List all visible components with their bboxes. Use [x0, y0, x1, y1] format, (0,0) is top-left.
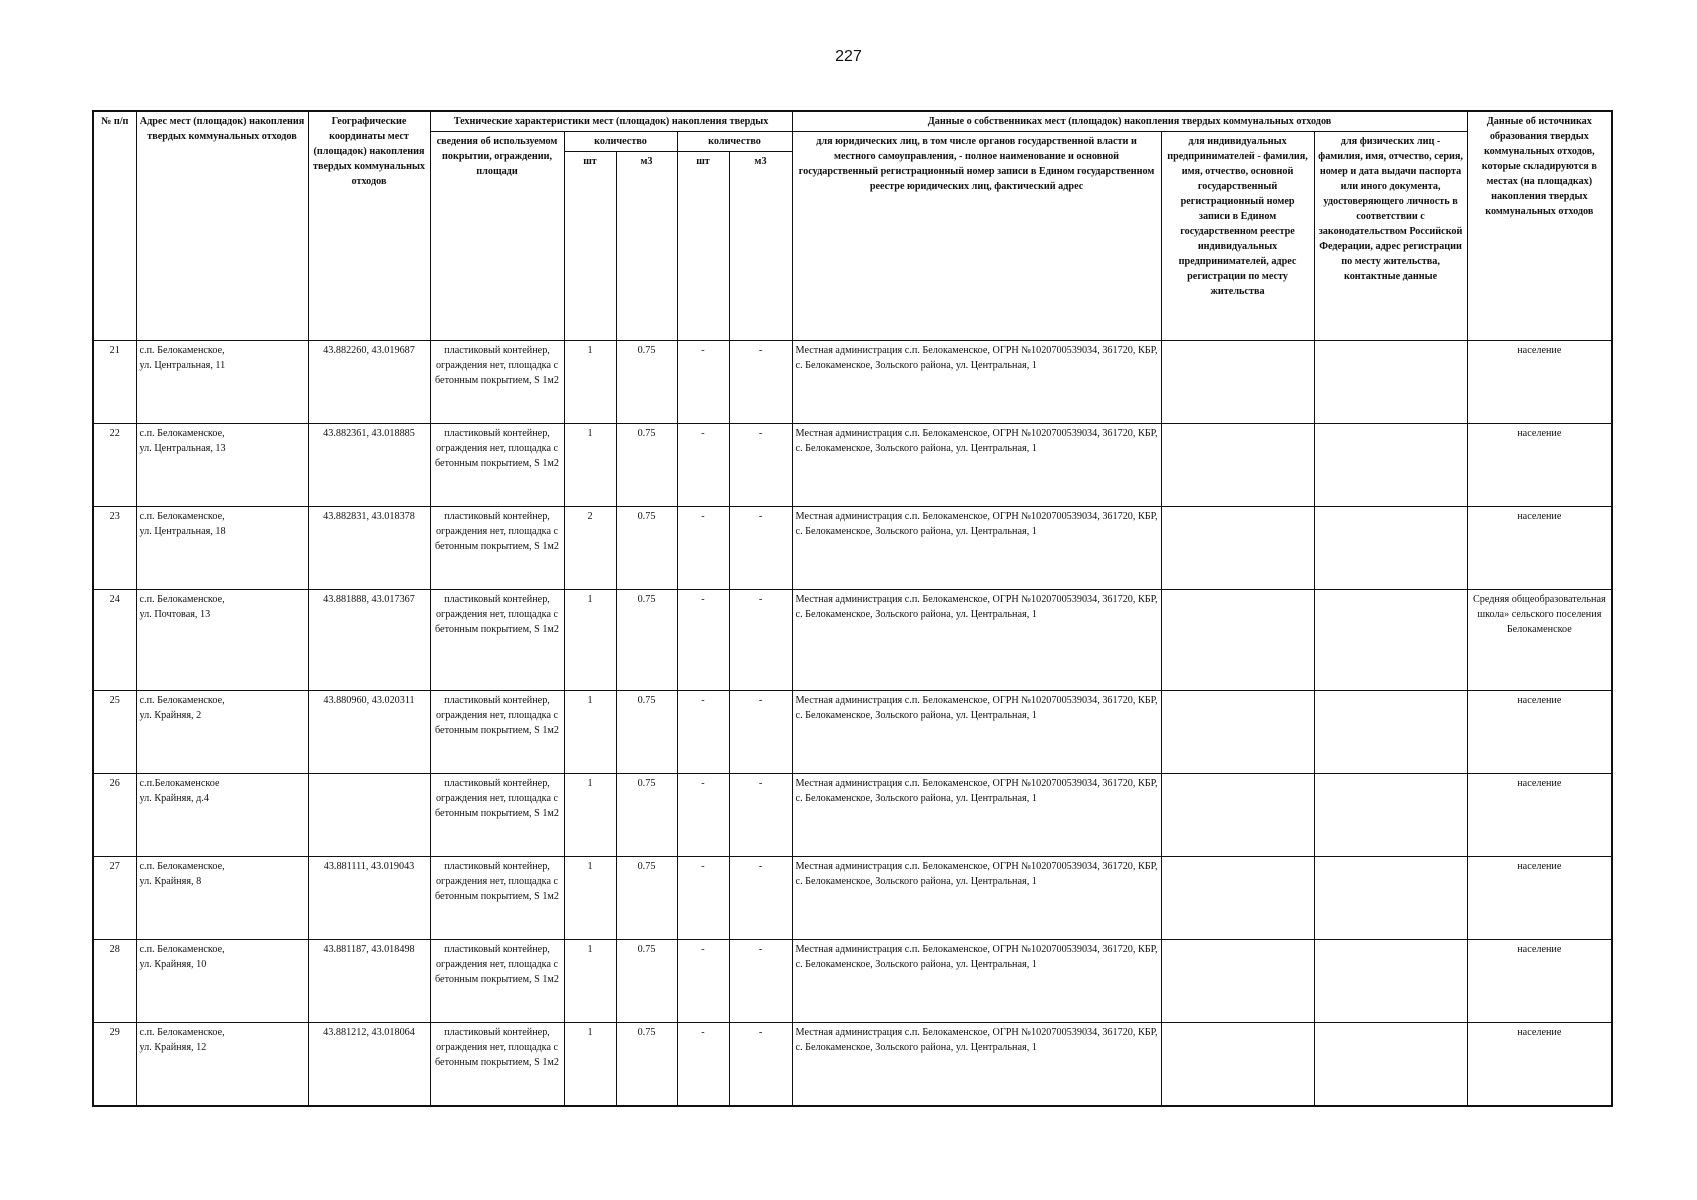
cell-owner: Местная администрация с.п. Белокаменское, ОГРН №1020700539034, 361720, КБР, с. Белокаменское, Зольского района, ул. Центральная, 1 [792, 774, 1161, 857]
cell-plan-pcs: - [677, 507, 729, 590]
cell-cover: пластиковый контейнер, ограждения нет, площадка с бетонным покрытием, S 1м2 [430, 1023, 564, 1106]
cell-phys [1314, 424, 1467, 507]
cell-address [136, 424, 308, 507]
cell-owner: Местная администрация с.п. Белокаменское, ОГРН №1020700539034, 361720, КБР, с. Белокаменское, Зольского района, ул. Центральная, 1 [792, 590, 1161, 691]
cell-ip [1161, 774, 1314, 857]
cell-pcs: 1 [564, 424, 616, 507]
cell-ip [1161, 1023, 1314, 1106]
cell-num: 29 [93, 1023, 136, 1106]
header-count-planned-text: количество [708, 136, 761, 147]
cell-phys [1314, 507, 1467, 590]
address-line-1: с.п. Белокаменское, [139, 428, 225, 439]
table-row [93, 691, 1612, 774]
cell-m3: 0.75 [616, 424, 677, 507]
cell-address [136, 774, 308, 857]
table-row [93, 424, 1612, 507]
cell-num: 26 [93, 774, 136, 857]
cell-phys [1314, 940, 1467, 1023]
cell-owner: Местная администрация с.п. Белокаменское, ОГРН №1020700539034, 361720, КБР, с. Белокаменское, Зольского района, ул. Центральная, 1 [792, 507, 1161, 590]
header-address: Адрес мест (площадок) накопления твердых коммунальных отходов [136, 111, 308, 341]
address-line-2: ул. Крайняя, д.4 [139, 793, 209, 804]
cell-phys [1314, 1023, 1467, 1106]
cell-source: Средняя общеобразовательная школа» сельского поселения Белокаменское [1467, 590, 1612, 691]
cell-ip [1161, 424, 1314, 507]
cell-source: население [1467, 507, 1612, 590]
header-owners-ip: для индивидуальных предпринимателей - фамилия, имя, отчество, основной государственный регистрационный номер записи в Едином государственном реестре индивидуальных предпринимателей, адрес регистрации по месту жительства [1161, 132, 1314, 341]
cell-address [136, 940, 308, 1023]
cell-coords: 43.880960, 43.020311 [308, 691, 430, 774]
cell-m3: 0.75 [616, 341, 677, 424]
table-header [93, 111, 1612, 341]
cell-pcs: 2 [564, 507, 616, 590]
cell-plan-pcs: - [677, 940, 729, 1023]
header-unit-pcs: шт [564, 152, 616, 341]
cell-address [136, 691, 308, 774]
cell-ip [1161, 691, 1314, 774]
cell-m3: 0.75 [616, 940, 677, 1023]
header-sources: Данные об источниках образования твердых коммунальных отходов, которые складируются в местах (на площадках) накопления твердых коммунальных отходов [1467, 111, 1612, 341]
cell-address [136, 341, 308, 424]
cell-m3: 0.75 [616, 590, 677, 691]
table-row [93, 857, 1612, 940]
cell-ip [1161, 857, 1314, 940]
address-line-2: ул. Центральная, 18 [139, 526, 226, 537]
table-row [93, 774, 1612, 857]
cell-plan-pcs: - [677, 857, 729, 940]
address-line-2: ул. Крайняя, 2 [139, 710, 202, 721]
cell-coords: 43.882831, 43.018378 [308, 507, 430, 590]
cell-num: 24 [93, 590, 136, 691]
address-line-1: с.п. Белокаменское, [139, 511, 225, 522]
address-line-2: ул. Крайняя, 8 [139, 876, 202, 887]
cell-pcs: 1 [564, 590, 616, 691]
cell-address [136, 590, 308, 691]
cell-phys [1314, 590, 1467, 691]
address-line-1: с.п. Белокаменское, [139, 695, 225, 706]
cell-plan-m3: - [729, 774, 792, 857]
cell-plan-pcs: - [677, 341, 729, 424]
header-num: № п/п [93, 111, 136, 341]
cell-cover: пластиковый контейнер, ограждения нет, площадка с бетонным покрытием, S 1м2 [430, 590, 564, 691]
address-line-1: с.п. Белокаменское, [139, 594, 225, 605]
header-owners: Данные о собственниках мест (площадок) накопления твердых коммунальных отходов [792, 111, 1467, 132]
cell-cover: пластиковый контейнер, ограждения нет, площадка с бетонным покрытием, S 1м2 [430, 774, 564, 857]
cell-m3: 0.75 [616, 1023, 677, 1106]
address-line-2: ул. Центральная, 11 [139, 360, 226, 371]
cell-owner: Местная администрация с.п. Белокаменское, ОГРН №1020700539034, 361720, КБР, с. Белокаменское, Зольского района, ул. Центральная, 1 [792, 424, 1161, 507]
header-tech-text: Технические характеристики мест (площадок) накопления твердых [453, 116, 769, 127]
cell-cover: пластиковый контейнер, ограждения нет, площадка с бетонным покрытием, S 1м2 [430, 857, 564, 940]
cell-pcs: 1 [564, 940, 616, 1023]
table-row [93, 341, 1612, 424]
cell-phys [1314, 857, 1467, 940]
cell-coords: 43.881888, 43.017367 [308, 590, 430, 691]
cell-plan-pcs: - [677, 774, 729, 857]
table-row [93, 940, 1612, 1023]
cell-ip [1161, 940, 1314, 1023]
cell-address [136, 857, 308, 940]
cell-coords [308, 774, 430, 857]
cell-ip [1161, 590, 1314, 691]
cell-cover: пластиковый контейнер, ограждения нет, площадка с бетонным покрытием, S 1м2 [430, 940, 564, 1023]
cell-plan-pcs: - [677, 691, 729, 774]
address-line-1: с.п. Белокаменское, [139, 345, 225, 356]
cell-plan-m3: - [729, 341, 792, 424]
cell-pcs: 1 [564, 1023, 616, 1106]
header-count-placed [564, 132, 677, 152]
header-count-placed-text: количество [594, 136, 647, 147]
cell-owner: Местная администрация с.п. Белокаменское, ОГРН №1020700539034, 361720, КБР, с. Белокаменское, Зольского района, ул. Центральная, 1 [792, 341, 1161, 424]
header-owners-phys: для физических лиц - фамилия, имя, отчество, серия, номер и дата выдачи паспорта или иного документа, удостоверяющего личность в соответствии с законодательством Российской Федерации, адрес регистрации по месту жительства, контактные данные [1314, 132, 1467, 341]
cell-source: население [1467, 857, 1612, 940]
address-line-2: ул. Крайняя, 10 [139, 959, 207, 970]
cell-coords: 43.881187, 43.018498 [308, 940, 430, 1023]
cell-address [136, 1023, 308, 1106]
cell-source: население [1467, 341, 1612, 424]
cell-phys [1314, 774, 1467, 857]
address-line-2: ул. Крайняя, 12 [139, 1042, 207, 1053]
waste-sites-table [92, 110, 1613, 1107]
cell-cover: пластиковый контейнер, ограждения нет, площадка с бетонным покрытием, S 1м2 [430, 507, 564, 590]
header-unit-m3: м3 [616, 152, 677, 341]
cell-coords: 43.881212, 43.018064 [308, 1023, 430, 1106]
cell-plan-m3: - [729, 857, 792, 940]
cell-num: 23 [93, 507, 136, 590]
header-tech [430, 111, 792, 132]
cell-ip [1161, 507, 1314, 590]
cell-source: население [1467, 940, 1612, 1023]
cell-ip [1161, 341, 1314, 424]
cell-plan-m3: - [729, 691, 792, 774]
cell-m3: 0.75 [616, 507, 677, 590]
header-owners-legal: для юридических лиц, в том числе органов государственной власти и местного самоуправления, - полное наименование и основной государственный регистрационный номер записи в Едином государственном реестре юридических лиц, фактический адрес [792, 132, 1161, 341]
table-body [93, 341, 1612, 1106]
cell-m3: 0.75 [616, 691, 677, 774]
header-unit-plan-pcs: шт [677, 152, 729, 341]
cell-coords: 43.881111, 43.019043 [308, 857, 430, 940]
header-tech-cover: сведения об используемом покрытии, ограждении, площади [430, 132, 564, 341]
cell-pcs: 1 [564, 691, 616, 774]
cell-m3: 0.75 [616, 774, 677, 857]
cell-plan-m3: - [729, 424, 792, 507]
cell-plan-m3: - [729, 507, 792, 590]
cell-plan-m3: - [729, 1023, 792, 1106]
cell-num: 22 [93, 424, 136, 507]
address-line-1: с.п.Белокаменское [139, 778, 220, 789]
cell-cover: пластиковый контейнер, ограждения нет, площадка с бетонным покрытием, S 1м2 [430, 341, 564, 424]
header-coords: Географические координаты мест (площадок) накопления твердых коммунальных отходов [308, 111, 430, 341]
cell-source: население [1467, 691, 1612, 774]
table-row [93, 1023, 1612, 1106]
cell-num: 28 [93, 940, 136, 1023]
cell-cover: пластиковый контейнер, ограждения нет, площадка с бетонным покрытием, S 1м2 [430, 424, 564, 507]
cell-num: 27 [93, 857, 136, 940]
address-line-1: с.п. Белокаменское, [139, 861, 225, 872]
cell-pcs: 1 [564, 857, 616, 940]
cell-pcs: 1 [564, 341, 616, 424]
cell-phys [1314, 341, 1467, 424]
cell-coords: 43.882361, 43.018885 [308, 424, 430, 507]
header-count-planned [677, 132, 792, 152]
cell-owner: Местная администрация с.п. Белокаменское, ОГРН №1020700539034, 361720, КБР, с. Белокаменское, Зольского района, ул. Центральная, 1 [792, 940, 1161, 1023]
cell-plan-m3: - [729, 940, 792, 1023]
header-unit-plan-m3: м3 [729, 152, 792, 341]
cell-plan-pcs: - [677, 590, 729, 691]
table-row [93, 590, 1612, 691]
address-line-2: ул. Центральная, 13 [139, 443, 226, 454]
cell-num: 21 [93, 341, 136, 424]
address-line-2: ул. Почтовая, 13 [139, 609, 211, 620]
cell-phys [1314, 691, 1467, 774]
cell-coords: 43.882260, 43.019687 [308, 341, 430, 424]
cell-source: население [1467, 424, 1612, 507]
address-line-1: с.п. Белокаменское, [139, 1027, 225, 1038]
cell-owner: Местная администрация с.п. Белокаменское, ОГРН №1020700539034, 361720, КБР, с. Белокаменское, Зольского района, ул. Центральная, 1 [792, 857, 1161, 940]
address-line-1: с.п. Белокаменское, [139, 944, 225, 955]
cell-source: население [1467, 774, 1612, 857]
cell-cover: пластиковый контейнер, ограждения нет, площадка с бетонным покрытием, S 1м2 [430, 691, 564, 774]
cell-owner: Местная администрация с.п. Белокаменское, ОГРН №1020700539034, 361720, КБР, с. Белокаменское, Зольского района, ул. Центральная, 1 [792, 1023, 1161, 1106]
cell-num: 25 [93, 691, 136, 774]
cell-plan-pcs: - [677, 1023, 729, 1106]
cell-m3: 0.75 [616, 857, 677, 940]
cell-source: население [1467, 1023, 1612, 1106]
page-number: 227 [835, 48, 862, 65]
cell-plan-m3: - [729, 590, 792, 691]
cell-address [136, 507, 308, 590]
cell-plan-pcs: - [677, 424, 729, 507]
table-row [93, 507, 1612, 590]
cell-owner: Местная администрация с.п. Белокаменское, ОГРН №1020700539034, 361720, КБР, с. Белокаменское, Зольского района, ул. Центральная, 1 [792, 691, 1161, 774]
cell-pcs: 1 [564, 774, 616, 857]
